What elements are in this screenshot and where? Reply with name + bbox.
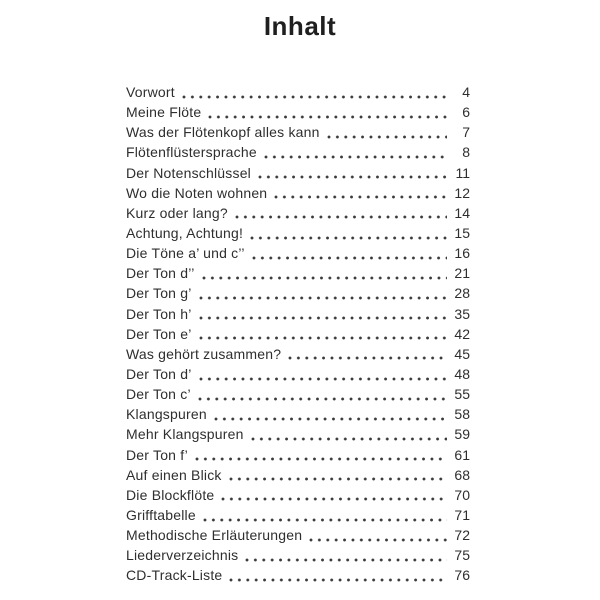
toc-entry (126, 384, 470, 404)
toc-entry-label: Der Notenschlüssel (126, 164, 251, 181)
toc-entry-page: 45 (454, 345, 470, 362)
toc-entry-label: Der Ton e’ (126, 325, 192, 342)
toc-entry-page: 71 (454, 506, 470, 523)
toc-entry-page: 16 (454, 245, 470, 262)
toc-entry-label: Achtung, Achtung! (126, 224, 244, 241)
toc-entry (126, 223, 470, 243)
toc-entry-page: 15 (454, 224, 470, 241)
dot-leader (229, 465, 447, 485)
toc-entry-page: 48 (454, 365, 470, 382)
dot-leader (274, 183, 447, 203)
toc-entry-label: Der Ton h’ (126, 305, 192, 322)
dot-leader (208, 102, 447, 122)
dot-leader (264, 142, 447, 162)
dot-leader (199, 364, 447, 384)
toc-entry (126, 142, 470, 162)
dot-leader (229, 565, 447, 585)
toc-entry (126, 424, 470, 444)
toc-entry-label: Der Ton d’ (126, 365, 192, 382)
toc-entry-label: Kurz oder lang? (126, 204, 228, 221)
toc-entry-page: 35 (454, 305, 470, 322)
toc-entry-label: Klangspuren (126, 406, 207, 423)
dot-leader (199, 304, 447, 324)
toc-entry-label: Liederverzeichnis (126, 547, 239, 564)
toc-entry-page: 75 (454, 547, 470, 564)
toc-entry-label: Was gehört zusammen? (126, 345, 282, 362)
toc-entry-page: 28 (454, 285, 470, 302)
dot-leader (309, 525, 447, 545)
toc-entry (126, 304, 470, 324)
toc-entry-page: 68 (454, 466, 470, 483)
toc-entry-label: Der Ton c’ (126, 386, 191, 403)
dot-leader (214, 404, 447, 424)
dot-leader (202, 263, 447, 283)
toc-entry-page: 58 (454, 406, 470, 423)
toc-entry (126, 82, 470, 102)
toc-entry-page: 4 (462, 84, 470, 100)
toc-entry-page: 8 (462, 144, 470, 161)
dot-leader (235, 203, 447, 223)
toc-entry-page: 7 (462, 124, 470, 141)
toc-entry (126, 203, 470, 223)
toc-entry (126, 545, 470, 565)
dot-leader (199, 283, 447, 303)
toc-entry-label: Auf einen Blick (126, 466, 222, 483)
dot-leader (182, 82, 447, 102)
toc-entry (126, 283, 470, 303)
toc-entry-label: Der Ton d’’ (126, 265, 195, 282)
toc-entry (126, 263, 470, 283)
toc-entry-page: 72 (454, 527, 470, 544)
toc-entry-page: 76 (454, 567, 470, 584)
toc-entry (126, 485, 470, 505)
dot-leader (221, 485, 447, 505)
dot-leader (198, 384, 447, 404)
toc-entry (126, 122, 470, 142)
toc-entry-label: Der Ton f’ (126, 446, 188, 463)
toc-entry-label: Flötenflüstersprache (126, 144, 257, 161)
toc-entry-page: 14 (454, 204, 470, 221)
page-title: Inhalt (263, 11, 337, 41)
toc-entry (126, 465, 470, 485)
toc-entry-page: 12 (454, 184, 470, 201)
toc-entry-page: 70 (454, 486, 470, 503)
toc-entry-page: 59 (454, 426, 470, 443)
dot-leader (327, 122, 447, 142)
toc-entry-page: 11 (455, 164, 470, 181)
toc-entry (126, 324, 470, 344)
toc-entry-label: Methodische Erläuterungen (126, 527, 303, 544)
toc-entry (126, 163, 470, 183)
toc-entry-page: 6 (462, 104, 470, 121)
toc-entry-page: 21 (454, 265, 470, 282)
toc-entry (126, 565, 470, 585)
toc-entry (126, 445, 470, 465)
toc-entry (126, 525, 470, 545)
toc-entry (126, 102, 470, 122)
toc-entry-label: Die Blockflöte (126, 486, 215, 503)
dot-leader (199, 324, 447, 344)
toc-entry-label: Was der Flötenkopf alles kann (126, 124, 320, 141)
toc-entry-label: Meine Flöte (126, 104, 202, 121)
toc-entry-page: 55 (454, 386, 470, 403)
toc-entry-label: Grifftabelle (126, 506, 196, 523)
toc-entry-label: Die Töne a’ und c’’ (126, 245, 245, 262)
dot-leader (251, 424, 447, 444)
toc-entry (126, 404, 470, 424)
dot-leader (250, 223, 447, 243)
toc-entry-label: Wo die Noten wohnen (126, 184, 268, 201)
toc-entry-label: CD-Track-Liste (126, 567, 223, 584)
dot-leader (288, 344, 447, 364)
toc-list (126, 82, 470, 586)
dot-leader (195, 445, 447, 465)
toc-entry (126, 344, 470, 364)
toc-entry (126, 243, 470, 263)
toc-entry (126, 364, 470, 384)
dot-leader (258, 163, 447, 183)
toc-entry (126, 505, 470, 525)
toc-entry-page: 42 (454, 325, 470, 342)
toc-entry-label: Vorwort (126, 84, 175, 100)
toc-entry (126, 183, 470, 203)
toc-entry-label: Mehr Klangspuren (126, 426, 244, 443)
dot-leader (245, 545, 447, 565)
dot-leader (203, 505, 447, 525)
toc-entry-page: 61 (454, 446, 470, 463)
dot-leader (252, 243, 447, 263)
toc-entry-label: Der Ton g’ (126, 285, 192, 302)
